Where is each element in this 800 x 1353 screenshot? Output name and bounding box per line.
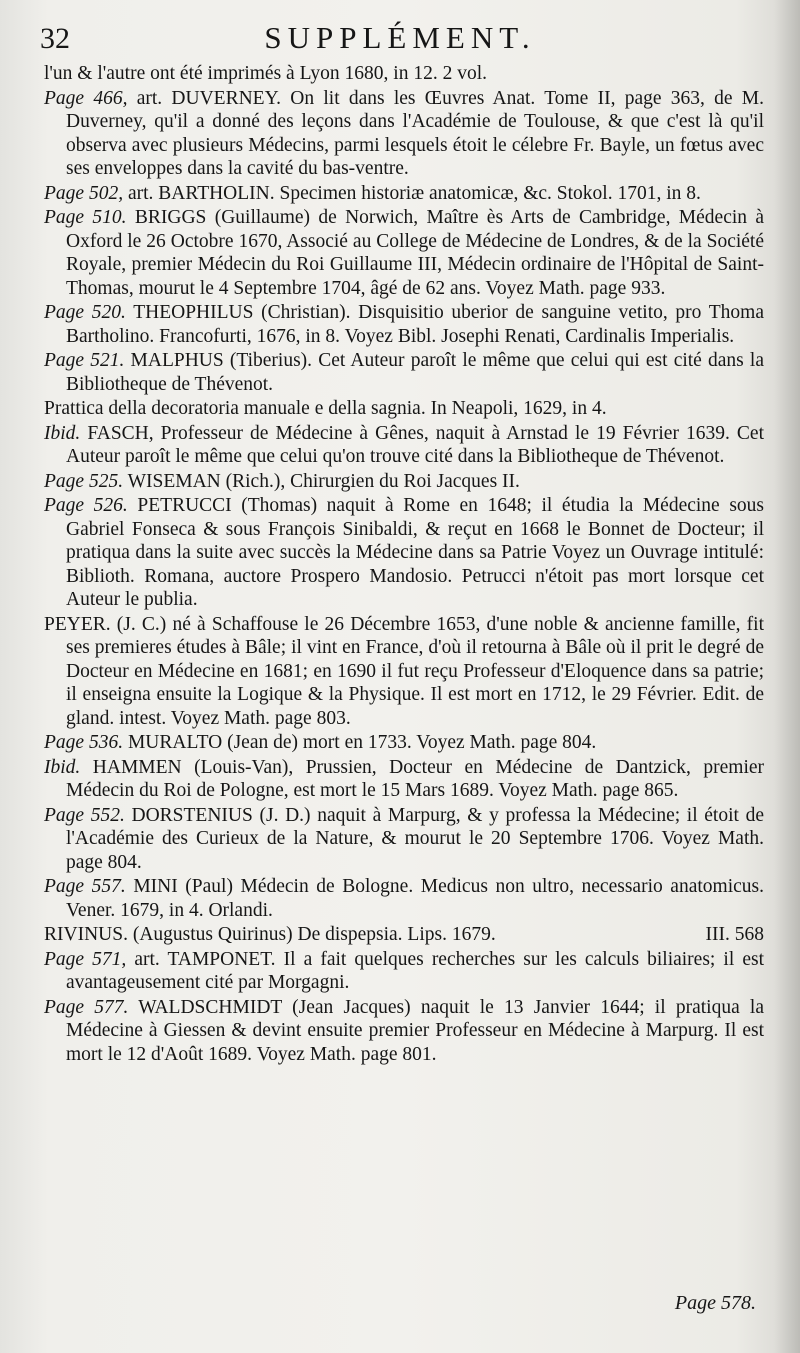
page-body: [44, 62, 764, 1067]
entry-lead: Page 536.: [44, 732, 124, 753]
entry-text: HAMMEN (Louis-Van), Prussien, Docteur en Médecine de Dantzick, premier Médecin du Roi de Pologne, est mort le 15 Mars 1689. Voyez Math. page 865.: [66, 756, 765, 801]
entry-text: MURALTO (Jean de) mort en 1733. Voyez Math. page 804.: [127, 732, 597, 753]
entry-12: [44, 756, 764, 803]
entry-8: [44, 470, 764, 494]
entry-text: art. TAMPONET. Il a fait quelques recherches sur les calculs biliaires; il est avantageusement cité par Morgagni.: [66, 948, 764, 993]
entry-lead: Page 502,: [44, 182, 124, 204]
entry-text: RIVINUS. (Augustus Quirinus) De dispepsia. Lips. 1679.: [44, 924, 496, 945]
entry-5: [44, 349, 764, 396]
entry-11: [44, 731, 764, 755]
entry-text: art. DUVERNEY. On lit dans les Œuvres Anat. Tome II, page 363, de M. Duverney, qu'il a donné des leçons dans l'Académie de Toulouse, & que c'est là qu'il observa avec plusieurs Médecins, parmi lesquels étoit le célebre Fr. Bayle, un fœtus avec ses enveloppes dans la cavité du bas-ventre.: [66, 87, 765, 179]
catchword: Page 578.: [674, 1292, 756, 1314]
entry-10: [44, 613, 764, 731]
page-header: [0, 18, 800, 56]
entry-13: [44, 804, 764, 875]
entry-6: [44, 397, 764, 421]
entry-text: l'un & l'autre ont été imprimés à Lyon 1680, in 12. 2 vol.: [44, 63, 488, 84]
entry-lead: Ibid.: [44, 422, 81, 444]
entry-lead: Page 577.: [44, 996, 129, 1018]
entry-15: [44, 923, 764, 947]
entry-lead: Page 521.: [44, 350, 125, 371]
entry-lead: Page 520.: [44, 302, 126, 323]
entry-right-ref: III. 568: [705, 924, 764, 945]
entry-lead: Page 466,: [44, 87, 128, 109]
entry-text: PETRUCCI (Thomas) naquit à Rome en 1648; il étudia la Médecine sous Gabriel Fonseca & sous François Sinibaldi, & reçut en 1668 le Bonnet de Docteur; il pratiqua dans la suite avec succès la Médecine dans sa Patrie Voyez un Ouvrage intitulé: Biblioth. Romana, auctore Prospero Mandosio. Petrucci n'étoit pas mort lorsque cet Auteur le publia.: [66, 495, 764, 610]
entry-text: MINI (Paul) Médecin de Bologne. Medicus non ultro, necessario anatomicus. Vener. 1679, in 4. Orlandi.: [66, 876, 764, 921]
entry-16: [44, 948, 764, 995]
entry-text: Prattica della decoratoria manuale e della sagnia. In Neapoli, 1629, in 4.: [44, 398, 607, 419]
entry-9: [44, 494, 764, 612]
entry-0: [44, 62, 764, 86]
entry-4: [44, 301, 764, 348]
entry-text: BRIGGS (Guillaume) de Norwich, Maître ès Arts de Cambridge, Médecin à Oxford le 26 Octobre 1670, Associé au College de Médecine de Londres, & de la Société Royale, premier Médecin du Roi Guillaume III, Médecin ordinaire de l'Hôpital de Saint-Thomas, mourut le 4 Septembre 1704, âgé de 62 ans. Voyez Math. page 933.: [66, 207, 764, 299]
entry-lead: Page 552.: [44, 804, 125, 826]
entry-14: [44, 875, 764, 922]
entry-3: [44, 206, 764, 300]
entry-text: WALDSCHMIDT (Jean Jacques) naquit le 13 Janvier 1644; il pratiqua la Médecine à Giessen & devint ensuite premier Professeur en Médecine à Marpurg. Il est mort le 12 d'Août 1689. Voyez Math. page 801.: [66, 996, 764, 1065]
entry-1: [44, 87, 764, 181]
entry-text: THEOPHILUS (Christian). Disquisitio uberior de sanguine vetito, pro Thoma Bartholino. Francofurti, 1676, in 8. Voyez Bibl. Josephi Renati, Cardinalis Imperialis.: [66, 302, 764, 347]
entry-lead: Page 557.: [44, 876, 126, 897]
entry-7: [44, 422, 764, 469]
entry-lead: Page 510.: [44, 207, 127, 228]
page-edge-shadow: [774, 0, 800, 1353]
entry-text: MALPHUS (Tiberius). Cet Auteur paroît le même que celui qui est cité dans la Bibliotheque de Thévenot.: [66, 350, 764, 395]
entry-text: FASCH, Professeur de Médecine à Gênes, naquit à Arnstad le 19 Février 1639. Cet Auteur paroît le même que celui qu'on trouve cité dans la Bibliotheque de Thévenot.: [66, 422, 764, 467]
entry-lead: Ibid.: [44, 756, 81, 778]
entry-lead: Page 526.: [44, 495, 128, 516]
entry-17: [44, 996, 764, 1067]
entry-lead: Page 525.: [44, 470, 124, 492]
entry-text: art. BARTHOLIN. Specimen historiæ anatomicæ, &c. Stokol. 1701, in 8.: [127, 182, 701, 204]
entry-text: DORSTENIUS (J. D.) naquit à Marpurg, & y professa la Médecine; il étoit de l'Académie des Curieux de la Nature, & mourut le 20 Septembre 1706. Voyez Math. page 804.: [66, 804, 764, 873]
entry-text: PEYER. (J. C.) né à Schaffouse le 26 Décembre 1653, d'une noble & ancienne famille, fit ses premieres études à Bâle; il vint en France, d'où il retourna à Bâle où il prit le degré de Docteur en Médecine en 1681; en 1690 il fut reçu Professeur d'Eloquence dans sa patrie; il enseigna ensuite la Logique & la Physique. Il est mort en 1712, le 29 Février. Edit. de gland. intest. Voyez Math. page 803.: [44, 613, 764, 729]
entry-2: [44, 182, 764, 206]
page-number: 32: [40, 22, 70, 55]
entry-lead: Page 571,: [44, 948, 127, 970]
entry-text: WISEMAN (Rich.), Chirurgien du Roi Jacques II.: [127, 470, 520, 492]
running-head: SUPPLÉMENT.: [264, 20, 536, 55]
